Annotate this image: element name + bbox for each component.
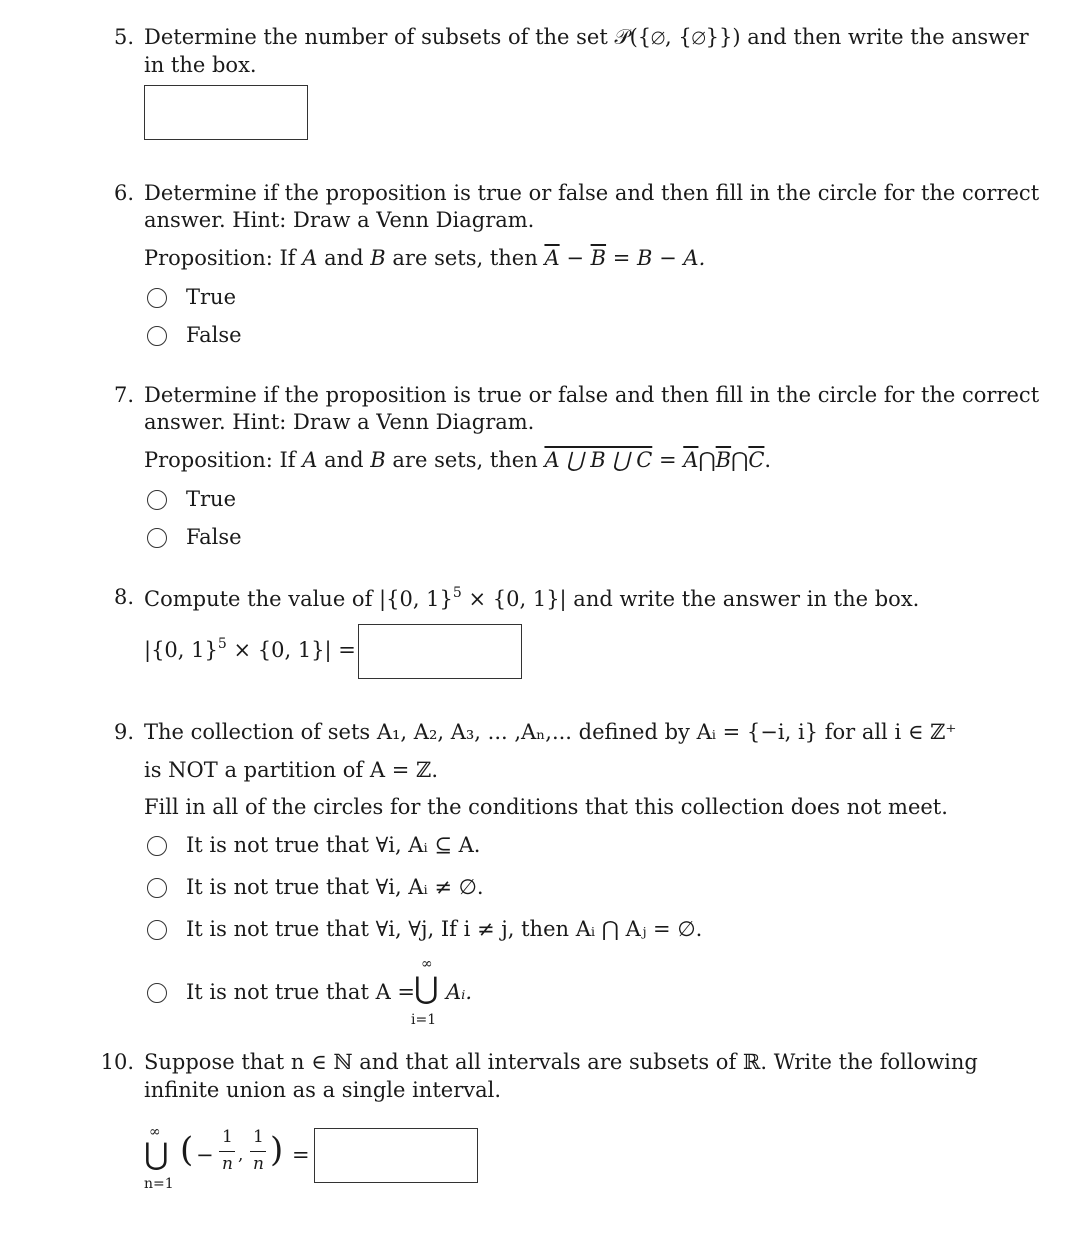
fraction-numerator: 1 — [253, 1127, 264, 1147]
question-number: 7. — [113, 383, 134, 407]
big-union-symbol: ⋃ — [414, 971, 439, 1006]
answer-box[interactable] — [144, 85, 308, 140]
proposition: Proposition: If A and B are sets, then A ⋃ B ⋃ $C = \overline{A}⋂\overline{B}⋂\overline{C}$. — [144, 448, 772, 472]
question-text-line: in the box. — [144, 53, 257, 77]
answer-box[interactable] — [358, 624, 522, 679]
question-number: 6. — [113, 181, 134, 205]
union-upper-limit: ∞ — [421, 956, 433, 972]
question-number: 10. — [100, 1050, 134, 1074]
false-radio[interactable] — [147, 326, 167, 346]
union-lower-limit: n=1 — [144, 1176, 174, 1192]
question-text-line: Determine the number of subsets of the set 𝒫({∅, {∅}}) and then write the answer — [144, 25, 1029, 49]
condition-2-radio[interactable] — [147, 878, 167, 898]
equals-sign: = — [292, 1143, 310, 1167]
question-text-line: Fill in all of the circles for the conditions that this collection does not meet. — [144, 795, 948, 819]
union-lower-limit: i=1 — [411, 1012, 437, 1028]
left-paren: ( — [180, 1130, 194, 1170]
question-text-line: Determine if the proposition is true or false and then fill in the circle for the correct — [144, 181, 1040, 205]
option-label: False — [186, 525, 242, 549]
false-radio[interactable] — [147, 528, 167, 548]
option-label: True — [186, 487, 236, 511]
question-number: 9. — [113, 720, 134, 744]
minus-sign: − — [196, 1143, 214, 1167]
option-label: It is not true that ∀i, ∀j, If i ≠ j, then Aᵢ ⋂ Aⱼ = ∅. — [186, 917, 703, 941]
condition-4-radio[interactable] — [147, 983, 167, 1003]
fraction-bar — [250, 1151, 266, 1152]
fraction-numerator: 1 — [222, 1127, 233, 1147]
question-text-line: answer. Hint: Draw a Venn Diagram. — [144, 208, 535, 232]
fraction-bar — [219, 1151, 235, 1152]
option-label: Aᵢ. — [446, 980, 473, 1004]
question-number: 5. — [113, 25, 134, 49]
option-label: It is not true that A = — [186, 980, 416, 1004]
question-text-line: Determine if the proposition is true or false and then fill in the circle for the correct — [144, 383, 1040, 407]
fraction-denominator: n — [253, 1154, 264, 1174]
expression: |{0, 1}$^5$ × {0, 1}| = — [144, 636, 356, 662]
true-radio[interactable] — [147, 490, 167, 510]
option-label: False — [186, 323, 242, 347]
fraction-denominator: n — [222, 1154, 233, 1174]
big-union-symbol: ⋃ — [144, 1137, 169, 1172]
true-radio[interactable] — [147, 288, 167, 308]
question-text-line: is NOT a partition of A = ℤ. — [144, 758, 438, 782]
question-text-line: answer. Hint: Draw a Venn Diagram. — [144, 410, 535, 434]
option-label: It is not true that ∀i, Aᵢ ⊆ A. — [186, 833, 481, 857]
question-text-line: The collection of sets A₁, A₂, A₃, ... ,Aₙ,... defined by Aᵢ = {−i, i} for all i ∈ ℤ⁺ — [144, 720, 957, 744]
question-number: 8. — [113, 585, 134, 609]
comma: , — [238, 1145, 244, 1165]
question-text-line: Compute the value of |{0, 1}$^5$ × {0, 1}| and write the answer in the box. — [144, 585, 920, 611]
question-text-line: Suppose that n ∈ ℕ and that all intervals are subsets of ℝ. Write the following — [144, 1050, 978, 1074]
option-label: It is not true that ∀i, Aᵢ ≠ ∅. — [186, 875, 484, 899]
answer-box[interactable] — [314, 1128, 478, 1183]
condition-3-radio[interactable] — [147, 920, 167, 940]
right-paren: ) — [270, 1130, 284, 1170]
question-text-line: infinite union as a single interval. — [144, 1078, 502, 1102]
option-label: True — [186, 285, 236, 309]
condition-1-radio[interactable] — [147, 836, 167, 856]
proposition: Proposition: If A and B are sets, then $\overline{A} - \overline{B} = B - A$. — [144, 246, 706, 270]
union-upper-limit: ∞ — [149, 1124, 161, 1140]
